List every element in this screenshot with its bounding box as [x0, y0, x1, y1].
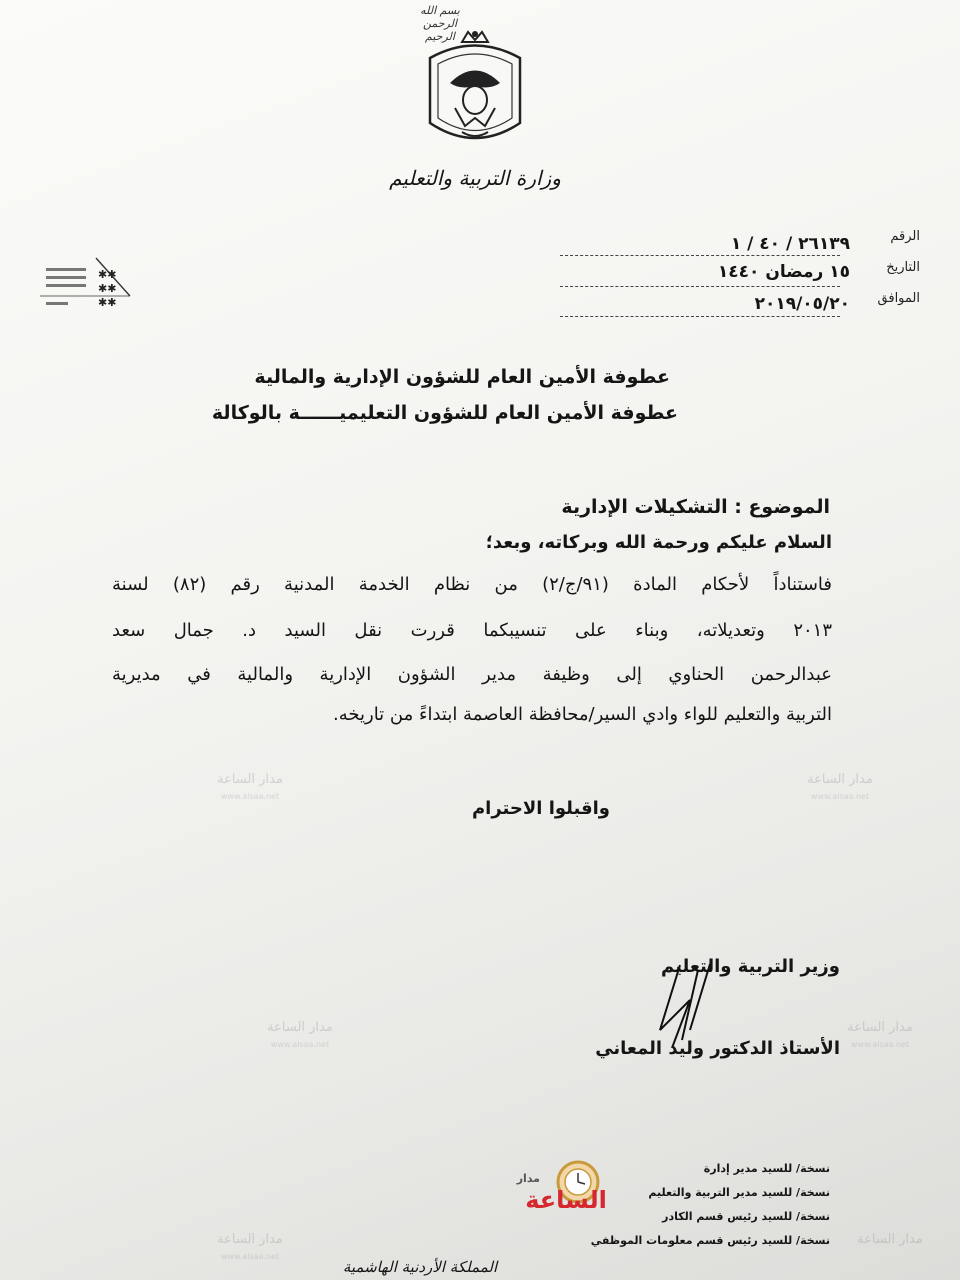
- svg-text:✱✱: ✱✱: [98, 296, 117, 309]
- gregorian-value: ٢٠١٩/٠٥/٢٠: [754, 294, 850, 314]
- number-value: ٢٦١٣٩ / ٤٠ / ١: [730, 234, 850, 254]
- basmala-heading: بسم الله الرحمن الرحيم: [420, 4, 460, 43]
- cc-item: نسخة/ للسيد رئيس قسم معلومات الموظفي: [590, 1234, 830, 1247]
- body-line: ٢٠١٣ وتعديلاته، وبناء على تنسيبكما قررت نقل السيد د. جمال سعد: [112, 620, 832, 641]
- watermark: مدار الساعة: [267, 1020, 333, 1035]
- watermark-url: www.alsaa.net: [810, 792, 870, 801]
- greeting-line: السلام عليكم ورحمة الله وبركاته، وبعد؛: [485, 532, 832, 553]
- logo-small-text: مدار: [516, 1172, 540, 1185]
- handwritten-signature-icon: [620, 960, 740, 1050]
- watermark: مدار الساعة: [217, 772, 283, 787]
- number-label: الرقم: [890, 229, 920, 244]
- divider: [560, 286, 840, 287]
- watermark-url: www.alsaa.net: [220, 792, 280, 801]
- divider: [560, 255, 840, 256]
- closing-line: واقبلوا الاحترام: [471, 798, 610, 819]
- cc-item: نسخة/ للسيد مدير إدارة: [703, 1162, 830, 1175]
- watermark-url: www.alsaa.net: [220, 1252, 280, 1261]
- signature-title: وزير التربية والتعليم: [661, 956, 840, 977]
- watermark: مدار الساعة: [807, 772, 873, 787]
- addressee-line: عطوفة الأمين العام للشؤون الإدارية والمالية: [254, 366, 670, 388]
- cc-item: نسخة/ للسيد مدير التربية والتعليم: [648, 1186, 830, 1199]
- watermark-url: www.alsaa.net: [270, 1040, 330, 1049]
- ministry-name: وزارة التربية والتعليم: [389, 166, 561, 190]
- date-value: ١٥ رمضان ١٤٤٠: [717, 262, 850, 282]
- gregorian-label: الموافق: [877, 291, 920, 306]
- logo-text: الساعة: [525, 1186, 607, 1214]
- body-line: عبدالرحمن الحناوي إلى وظيفة مدير الشؤون الإدارية والمالية في مديرية: [112, 664, 832, 685]
- svg-text:✱✱: ✱✱: [98, 268, 117, 281]
- watermark: مدار الساعة: [857, 1232, 923, 1247]
- date-label: التاريخ: [886, 260, 920, 275]
- cc-item: نسخة/ للسيد رئيس قسم الكادر: [662, 1210, 830, 1223]
- addressee-line: عطوفة الأمين العام للشؤون التعليميــــــة بالوكالة: [211, 402, 678, 424]
- watermark-url: www.alsaa.net: [850, 1040, 910, 1049]
- coat-of-arms-icon: [420, 28, 530, 158]
- subject-line: الموضوع : التشكيلات الإدارية: [561, 496, 830, 518]
- signature-name: الأستاذ الدكتور وليد المعاني: [595, 1038, 840, 1059]
- centenary-stars-icon: [38, 256, 134, 320]
- footer-kingdom: المملكة الأردنية الهاشمية: [342, 1258, 498, 1276]
- watermark: مدار الساعة: [217, 1232, 283, 1247]
- divider: [560, 316, 840, 317]
- body-line: فاستناداً لأحكام المادة (٩١/ج/٢) من نظام الخدمة المدنية رقم (٨٢) لسنة: [112, 574, 832, 595]
- watermark: مدار الساعة: [847, 1020, 913, 1035]
- svg-text:✱✱: ✱✱: [98, 282, 117, 295]
- body-line: التربية والتعليم للواء وادي السير/محافظة العاصمة ابتداءً من تاريخه.: [333, 704, 832, 725]
